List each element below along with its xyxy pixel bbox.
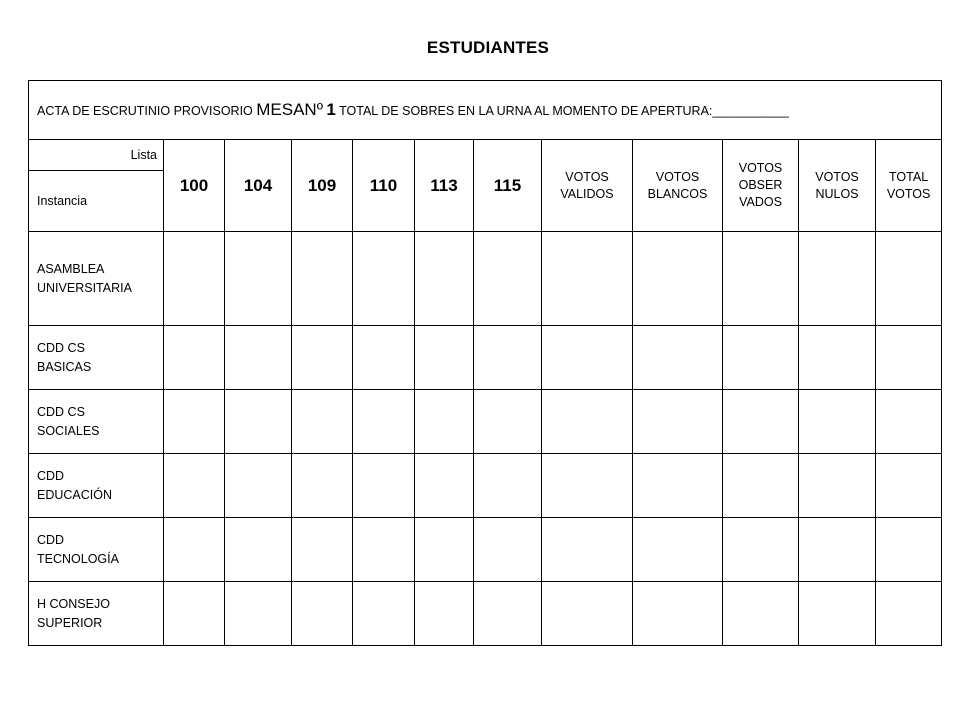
- vote-cell[interactable]: [542, 390, 633, 454]
- lista-100: 100: [164, 140, 225, 232]
- lista-115: 115: [474, 140, 542, 232]
- vote-cell[interactable]: [225, 454, 292, 518]
- vote-cell[interactable]: [292, 582, 353, 646]
- row-label-cdd-sociales: CDD CS SOCIALES: [29, 390, 164, 454]
- page-title: ESTUDIANTES: [426, 38, 550, 57]
- vote-cell[interactable]: [353, 582, 415, 646]
- vote-cell[interactable]: [415, 518, 474, 582]
- vote-cell[interactable]: [876, 454, 942, 518]
- vote-cell[interactable]: [164, 454, 225, 518]
- vote-cell[interactable]: [723, 518, 799, 582]
- apertura-blank[interactable]: ___________: [712, 104, 789, 118]
- vote-cell[interactable]: [723, 390, 799, 454]
- vote-cell[interactable]: [353, 390, 415, 454]
- row-label-cdd-basicas: CDD CS BASICAS: [29, 326, 164, 390]
- vote-cell[interactable]: [164, 582, 225, 646]
- vote-cell[interactable]: [799, 454, 876, 518]
- vote-cell[interactable]: [474, 454, 542, 518]
- vote-cell[interactable]: [225, 326, 292, 390]
- vote-cell[interactable]: [633, 232, 723, 326]
- vote-cell[interactable]: [164, 326, 225, 390]
- vote-cell[interactable]: [415, 232, 474, 326]
- vote-cell[interactable]: [542, 326, 633, 390]
- lista-113: 113: [415, 140, 474, 232]
- vote-cell[interactable]: [876, 518, 942, 582]
- vote-cell[interactable]: [292, 518, 353, 582]
- acta-table: [28, 80, 942, 646]
- instancia-label: Instancia: [29, 171, 164, 232]
- vote-cell[interactable]: [292, 454, 353, 518]
- header-suffix: TOTAL DE SOBRES EN LA URNA AL MOMENTO DE APERTURA:: [339, 104, 713, 118]
- vote-cell[interactable]: [292, 232, 353, 326]
- vote-cell[interactable]: [474, 232, 542, 326]
- vote-cell[interactable]: [542, 582, 633, 646]
- vote-cell[interactable]: [876, 232, 942, 326]
- vote-cell[interactable]: [415, 326, 474, 390]
- header-prefix: ACTA DE ESCRUTINIO PROVISORIO: [37, 104, 257, 118]
- vote-cell[interactable]: [474, 390, 542, 454]
- vote-cell[interactable]: [876, 582, 942, 646]
- vote-cell[interactable]: [415, 582, 474, 646]
- vote-cell[interactable]: [415, 390, 474, 454]
- mesa-label: MESANº: [256, 100, 323, 119]
- vote-cell[interactable]: [799, 582, 876, 646]
- table-row: [29, 232, 942, 326]
- row-label-h-consejo: H CONSEJO SUPERIOR: [29, 582, 164, 646]
- lista-104: 104: [225, 140, 292, 232]
- vote-cell[interactable]: [164, 232, 225, 326]
- vote-cell[interactable]: [799, 390, 876, 454]
- vote-cell[interactable]: [723, 232, 799, 326]
- vote-cell[interactable]: [799, 326, 876, 390]
- acta-header: [29, 81, 942, 140]
- table-row: [29, 582, 942, 646]
- lista-label: Lista: [29, 140, 164, 171]
- vote-cell[interactable]: [474, 582, 542, 646]
- vote-cell[interactable]: [633, 518, 723, 582]
- vote-cell[interactable]: [633, 326, 723, 390]
- vote-cell[interactable]: [723, 582, 799, 646]
- vote-cell[interactable]: [723, 326, 799, 390]
- table-row: [29, 518, 942, 582]
- vote-cell[interactable]: [292, 390, 353, 454]
- vote-cell[interactable]: [474, 326, 542, 390]
- vote-cell[interactable]: [292, 326, 353, 390]
- vote-cell[interactable]: [353, 326, 415, 390]
- vote-cell[interactable]: [799, 518, 876, 582]
- vote-cell[interactable]: [542, 454, 633, 518]
- row-label-asamblea: ASAMBLEA UNIVERSITARIA: [29, 232, 164, 326]
- row-label-cdd-educacion: CDD EDUCACIÓN: [29, 454, 164, 518]
- total-votos-header: TOTAL VOTOS: [876, 140, 942, 232]
- vote-cell[interactable]: [225, 390, 292, 454]
- vote-cell[interactable]: [799, 232, 876, 326]
- votos-validos-header: VOTOS VALIDOS: [542, 140, 633, 232]
- vote-cell[interactable]: [225, 232, 292, 326]
- votos-nulos-header: VOTOS NULOS: [799, 140, 876, 232]
- vote-cell[interactable]: [474, 518, 542, 582]
- table-row: [29, 390, 942, 454]
- vote-cell[interactable]: [633, 454, 723, 518]
- vote-cell[interactable]: [164, 390, 225, 454]
- row-label-cdd-tecnologia: CDD TECNOLOGÍA: [29, 518, 164, 582]
- table-row: [29, 454, 942, 518]
- vote-cell[interactable]: [876, 390, 942, 454]
- vote-cell[interactable]: [225, 518, 292, 582]
- vote-cell[interactable]: [164, 518, 225, 582]
- votos-blancos-header: VOTOS BLANCOS: [633, 140, 723, 232]
- lista-110: 110: [353, 140, 415, 232]
- vote-cell[interactable]: [876, 326, 942, 390]
- table-row: [29, 326, 942, 390]
- vote-cell[interactable]: [633, 390, 723, 454]
- vote-cell[interactable]: [353, 454, 415, 518]
- vote-cell[interactable]: [542, 232, 633, 326]
- vote-cell[interactable]: [353, 518, 415, 582]
- vote-cell[interactable]: [353, 232, 415, 326]
- vote-cell[interactable]: [225, 582, 292, 646]
- mesa-number: 1: [326, 100, 336, 119]
- vote-cell[interactable]: [542, 518, 633, 582]
- votos-observados-header: VOTOS OBSER VADOS: [723, 140, 799, 232]
- vote-cell[interactable]: [633, 582, 723, 646]
- vote-cell[interactable]: [415, 454, 474, 518]
- lista-109: 109: [292, 140, 353, 232]
- vote-cell[interactable]: [723, 454, 799, 518]
